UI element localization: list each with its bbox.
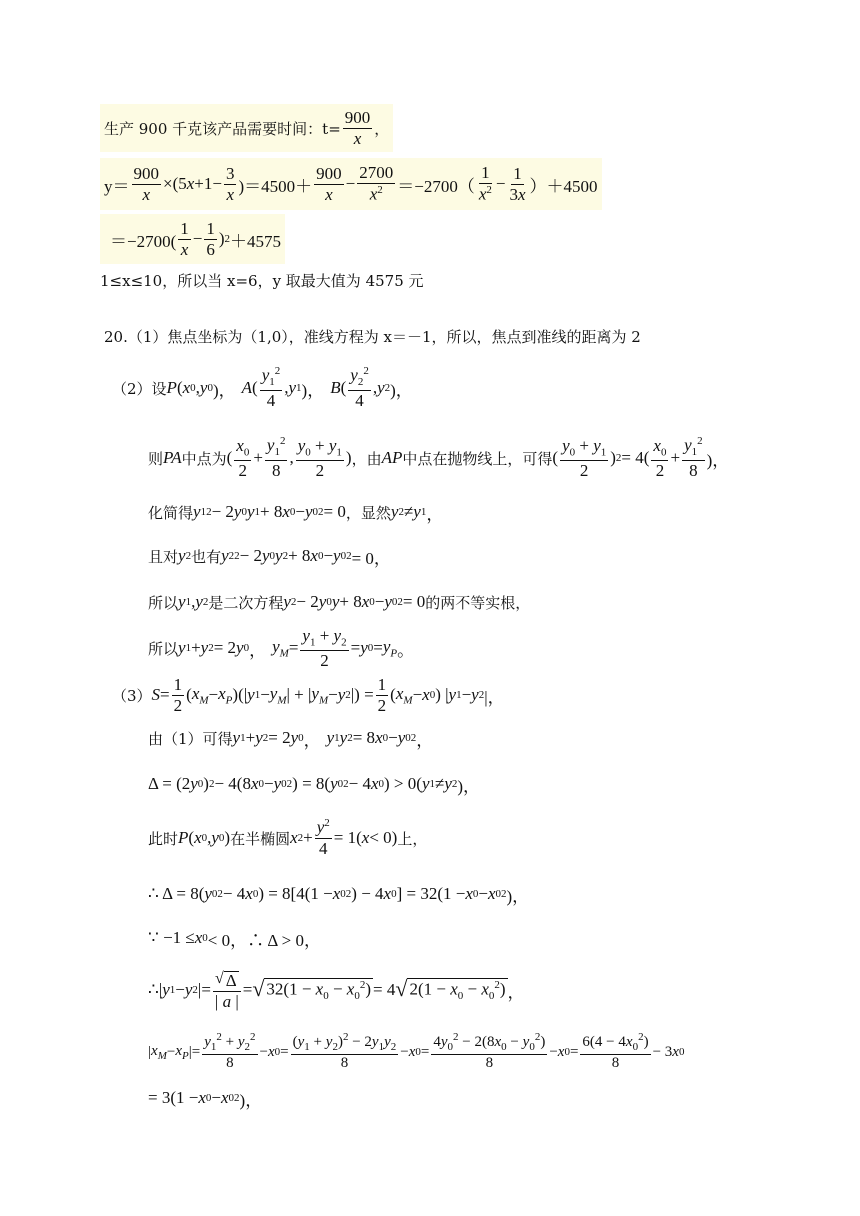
part3-label: （3） xyxy=(112,686,152,705)
text-on: 上， xyxy=(397,829,428,848)
sum-line: 所以 y 1 + y 2 = 2 y 0 ， $y_M$ = $\frac{y_1 + y_2}{2}$ = y 0 = $y_P$ 。 xyxy=(148,625,415,670)
text-so-2: 所以 xyxy=(148,639,179,658)
x0-range-line: ∵ −1 ≤ x 0 < 0，∴ Δ > 0， xyxy=(148,928,322,950)
discriminant-line: Δ = (2 y 0 ) 2 − 4(8 x 0 − y 0 2 ) = 8( y 0 2 − 4 x 0 ) > 0( y 1 ≠ y 2 )， xyxy=(148,774,481,796)
y-completed-square-line: ＝−2700( $\frac{1}{x}$ − $\frac{1}{6}$ ) 2 ＋4575 xyxy=(100,214,285,264)
ellipse-line: 此时 P ( x 0 , y 0 ) 在半椭圆 x 2 + $\frac{y^2}{4}$ = 1( x < 0) 上， xyxy=(148,817,428,858)
text-also: 也有 xyxy=(191,547,222,566)
roots-line: 所以 y 1 , y 2 是二次方程 y 2 − 2 y 0 y + 8 x 0 − y 0 2 = 0 的两不等实根， xyxy=(148,592,531,612)
midpoint-line: 则 PA 中点为 ( $\frac{x_0}{2}$ + $\frac{y_1^2}{8}$ , $\frac{y_0 + y_1}{2}$ ) ，由 AP 中点在抛物线上，可得 ( $\frac{y_0 + y_1}{2}$ ) 2 = 4( $\frac{x_0}{2}$ + $\frac{y_1^2}{8}$ )， xyxy=(148,435,730,480)
part2-label: （2）设 xyxy=(112,379,167,398)
simplify-line: 化简得 y 1 2 − 2 y 0 y 1 + 8 x 0 − y 0 2 = 0 ，显然 y 2 ≠ y 1 ， xyxy=(148,502,444,524)
text-midpoint: 中点为 xyxy=(181,449,227,468)
area-line: （3） S = $\frac{1}{2}$ ( $x_M$ − $x_P$ )(| y 1 − $y_M$ | + | $y_M$ − y 2 |) = $\frac{1}{2}$ ( $x_M$ − x 0 ) | y 1 − y 2 |， xyxy=(112,674,505,715)
y2-line: 且对 y 2 也有 y 2 2 − 2 y 0 y 2 + 8 x 0 − y 0 2 = 0， xyxy=(148,546,391,568)
text-quadratic: 是二次方程 xyxy=(208,593,284,612)
xm-minus-xp-line: | $x_M$ − $x_P$ |= $\frac{y_1^2 + y_2^2}{8}$ − x 0 = $\frac{(y_1 + y_2)^2 - 2y_1y_2}{8}$ − x 0 = $\frac{4y_0^2 - 2(8x_0 - y_0^2)}{8}$ − x 0 = $\frac{6(4 - 4x_0^2)}{8}$ − 3 x 0 xyxy=(148,1030,685,1072)
abs-diff-line: ∴| y 1 − y 2 |= √ Δ | a | = √ $32(1 - x_0 - x_0^2)$ = 4 √ $2(1 - x_0 - x_0^2)$ ， xyxy=(148,970,525,1011)
problem20-part1 xyxy=(104,326,641,346)
part1-text: 20.（1）焦点坐标为（1,0），准线方程为 x＝－1，所以，焦点到准线的距离为 2 xyxy=(104,327,641,346)
comma: ， xyxy=(374,119,390,138)
text-simplify: 化简得 xyxy=(148,503,194,522)
time-line xyxy=(100,104,393,152)
time-text: 生产 900 千克该产品需要时间：t= xyxy=(104,119,341,138)
text-you: ，由 xyxy=(351,449,382,468)
text-unequal-roots: 的两不等实根， xyxy=(425,593,531,612)
conclusion-line xyxy=(100,270,424,290)
vieta-line: 由（1）可得 y 1 + y 2 = 2 y 0 ， y 1 y 2 = 8 x 0 − y 0 2 ， xyxy=(148,728,434,750)
text-obviously: ，显然 xyxy=(345,503,391,522)
y-formula-line: y＝ $\frac{900}{x}$ ×(5 x +1− $\frac{3}{x}$ )＝4500＋ $\frac{900}{x}$ − $\frac{2700}{x^2}$ ＝−2700（ $\frac{1}{x^2}$ − $\frac{1}{3x}$ ）＋4500 xyxy=(100,158,602,210)
delta-expand-line: ∴ Δ = 8( y 0 2 − 4 x 0 ) = 8[4(1 − x 0 2 ) − 4 x 0 ] = 32(1 − x 0 − x 0 2 )， xyxy=(148,884,530,906)
text-so: 所以 xyxy=(148,593,179,612)
problem20-part2-setup: （2）设 P ( x 0 , y 0 )， A ( $\frac{y_1^2}{4}$ , y 1 )， B ( $\frac{y_2^2}{4}$ , y 2 )， xyxy=(112,365,413,410)
text-ze: 则 xyxy=(148,449,164,468)
fraction-900-over-x: $\frac{900}{x}$ xyxy=(344,107,371,148)
text-now: 此时 xyxy=(148,829,179,848)
text-parabola: 中点在抛物线上，可得 xyxy=(402,449,553,468)
final-line: = 3(1 − x 0 − x 0 2 )， xyxy=(148,1088,263,1110)
text-from-1: 由（1）可得 xyxy=(148,729,233,748)
text-half-ellipse: 在半椭圆 xyxy=(230,829,291,848)
text-and-for: 且对 xyxy=(148,547,179,566)
conclusion-text: 1≤x≤10，所以当 x=6，y 取最大值为 4575 元 xyxy=(100,271,424,290)
